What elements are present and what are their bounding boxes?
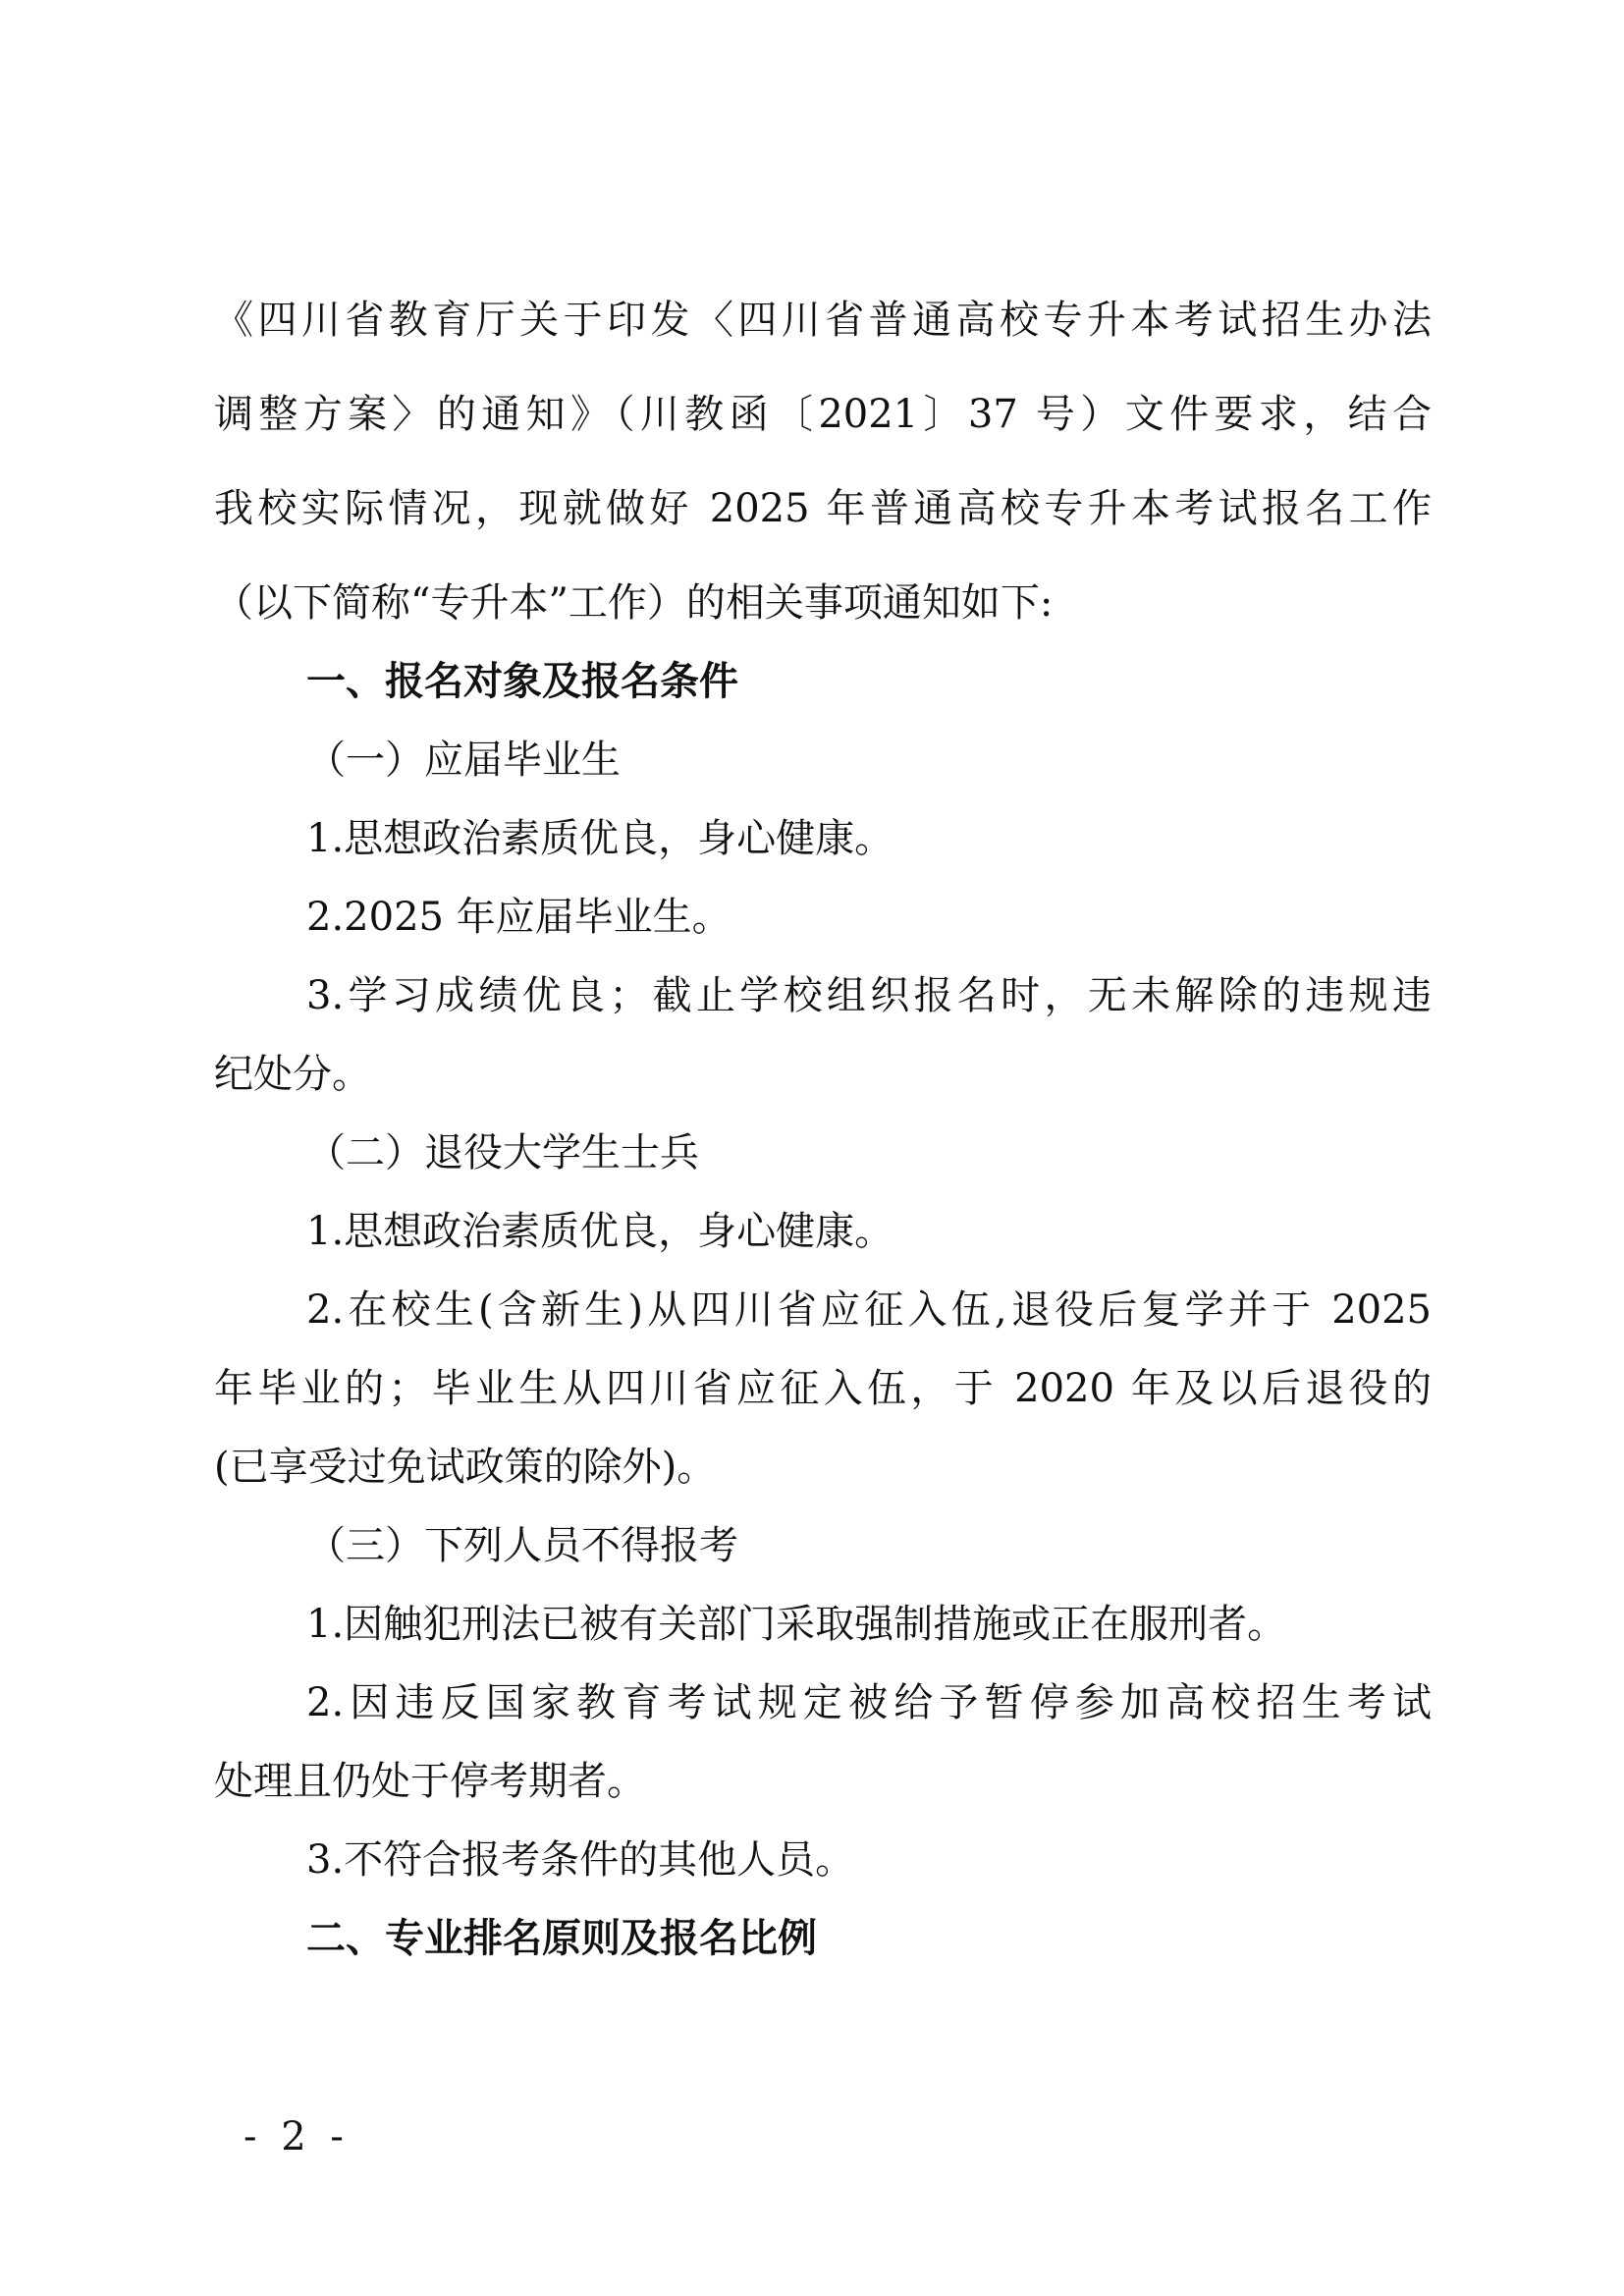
subsection-2-item-2-line-2: 年毕业的；毕业生从四川省应征入伍，于 2020 年及以后退役的	[214, 1366, 1432, 1411]
intro-line-3: 我校实际情况，现就做好 2025 年普通高校专升本考试报名工作	[214, 486, 1432, 531]
subsection-1-item-3-line-2: 纪处分。	[214, 1052, 371, 1097]
subsection-1-item-3-line-1: 3.学习成绩优良；截止学校组织报名时，无未解除的违规违	[306, 973, 1432, 1018]
subsection-2-item-2-line-3: (已享受过免试政策的除外)。	[214, 1445, 717, 1490]
subsection-2-title: （二）退役大学生士兵	[306, 1130, 699, 1175]
subsection-2-item-2-line-1: 2.在校生(含新生)从四川省应征入伍,退役后复学并于 2025	[306, 1287, 1432, 1333]
subsection-3-item-2-line-1: 2.因违反国家教育考试规定被给予暂停参加高校招生考试	[306, 1680, 1432, 1725]
page-number: - 2 -	[244, 2114, 350, 2159]
subsection-1-item-1: 1.思想政治素质优良，身心健康。	[306, 816, 894, 861]
subsection-3-title: （三）下列人员不得报考	[306, 1523, 738, 1568]
subsection-3-item-1: 1.因触犯刑法已被有关部门采取强制措施或正在服刑者。	[306, 1602, 1287, 1647]
subsection-2-item-1: 1.思想政治素质优良，身心健康。	[306, 1209, 894, 1254]
subsection-1-title: （一）应届毕业生	[306, 738, 621, 783]
intro-line-4: （以下简称“专升本”工作）的相关事项通知如下:	[214, 580, 1054, 626]
section-2-heading: 二、专业排名原则及报名比例	[306, 1916, 817, 1961]
section-1-heading: 一、报名对象及报名条件	[306, 659, 738, 704]
intro-line-1: 《四川省教育厅关于印发〈四川省普通高校专升本考试招生办法	[214, 298, 1432, 343]
subsection-1-item-2: 2.2025 年应届毕业生。	[306, 895, 731, 940]
subsection-3-item-3: 3.不符合报考条件的其他人员。	[306, 1837, 855, 1883]
intro-line-2: 调整方案〉的通知》（川教函〔2021〕37 号）文件要求，结合	[214, 392, 1432, 437]
subsection-3-item-2-line-2: 处理且仍处于停考期者。	[214, 1759, 646, 1804]
